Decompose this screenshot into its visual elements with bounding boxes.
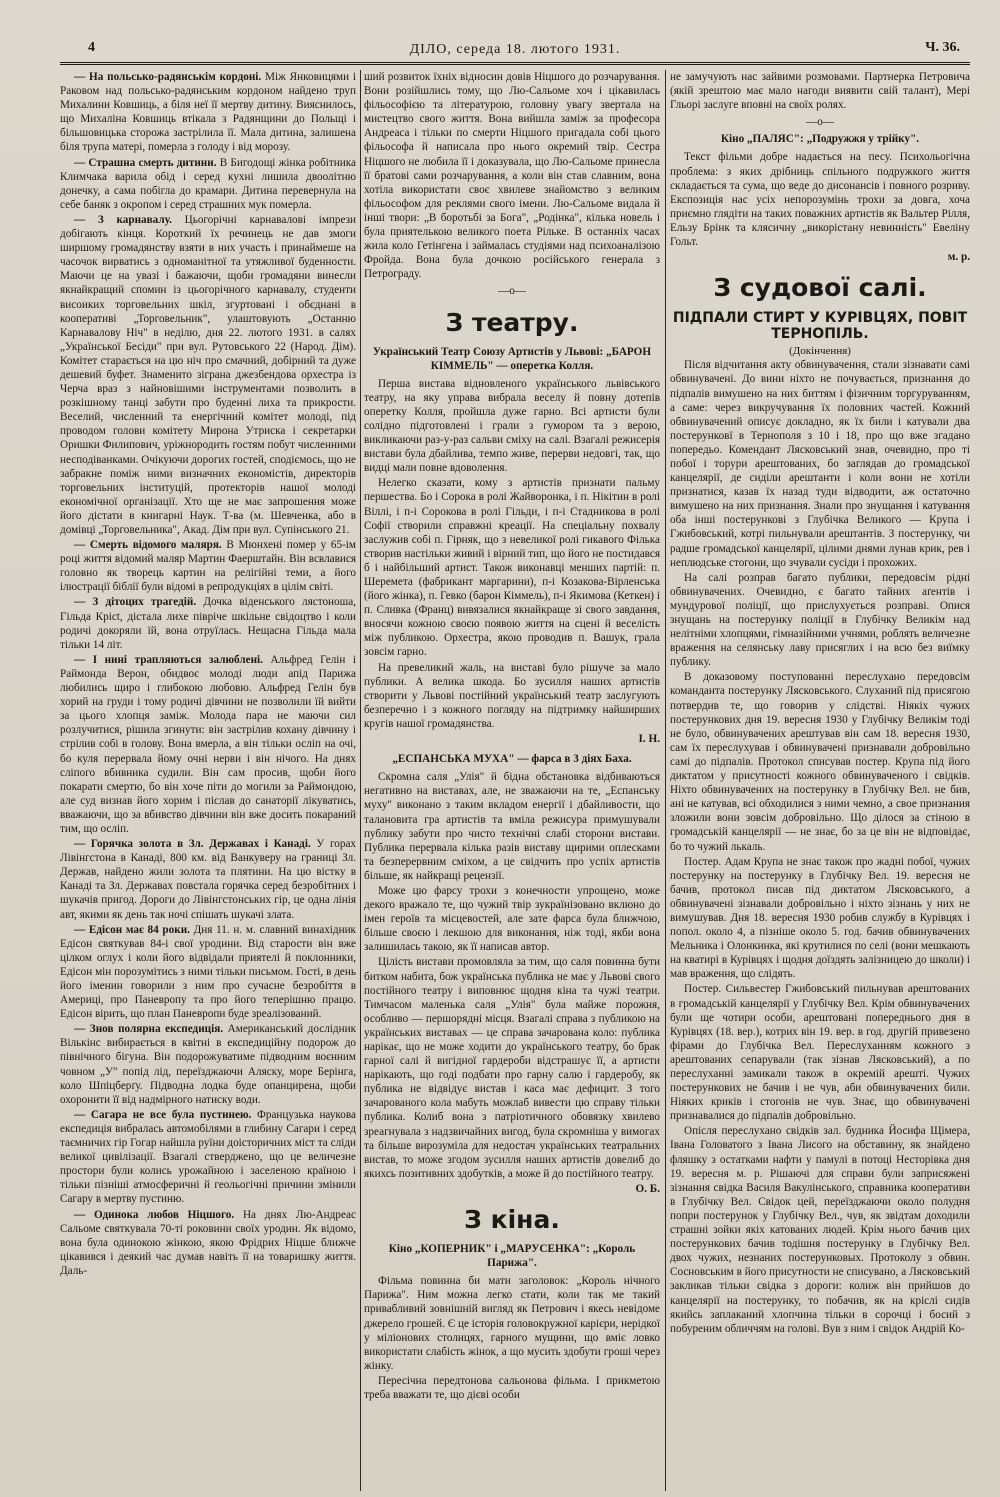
review-paragraph: Перша вистава відновленого українського львівського театру, на яку управа вибрала веселу й повну дотепів оперетку Колля, пройшла дуже гарно. Всі артисти були солідно підготовлені і грали з гумором та з верою, викликаючи раз-у-раз сальви сміху на салі. Взагалі режисерія вистави була дбайлива, темпо живе, перерви недовгі, так, що видці мали повне вдоволення. xyxy=(364,377,660,475)
news-text: На днях Лю-Андреас Сальоме святкувала 70-ті роковини своїх уродин. Як відомо, вона була одинокою жінкою, якою Фрідрих Ніцше ближче цікавився і деякий час думав навіть її на товаришку життя. Даль- xyxy=(60,1208,356,1277)
court-paragraph: В доказовому поступованні переслухано передовсім команданта постерунку Лясковського. Слуханий під присягою потвердив те, що говорив у слідстві. Ніякіх чужих постерункових дня 19. вересня 1930 у Глубічку Великім тоді не було, обвинувачених арештував він сам 18. вересня 1930, сам їх переслухував і обвинувачені признавали добровільно самі до підпалів. Протокол списував постер. Крупа під його диктатом у присутності кожного обвинуваченого і свідків. Ніхто обвинувачених на постерунку в Глубічку Вел. не бив, ані не катував, всі обходилися з ними чемно, а свое признания зложили вони зовсім добровільно. Що ділося за стіною в громадській канцелярії — не знає, бо за це він не відповідає, бо то чужий лькаль. xyxy=(670,671,970,853)
review-heading: „ЕСПАНСЬКА МУХА" — фарса в 3 діях Баха. xyxy=(392,753,632,766)
court-paragraph: Опісля переслухано свідків зал. будника Йосифа Щімера, Івана Головатого з Івана Лисого на обставину, як знайдено фляшку з остатками нафти у памулі в потоці Несторівка дня 19. вересня м. р. Рішаючі для справи були заприсяжені зізнання свідка Василя Вакулінського, справника кооперативи в Глубічку Вел. Свідок цей, переїзджаючи около полудня попри постерунок у Глубічку Вел., чув, як звідтам доходили страшні зойки якіх катованих людей. Крім нього бачив цих постерункових бачив тодішня постерунку в Глубічку Вел. двох чужих, незнаних постерунковых. Протоколу з обвин. Сосновським в його присутности не списувано, а Лясковський закликав тільки свідка з дороги: колиж він прийшов до канцелярії на постерунку, то побачив, як на кріслі сидів якийсь заплаканий хлопчина тільки в сорочці і босий з побуреним обличчям на голові. Вув з ним і свідок Андрій Ко- xyxy=(670,1125,970,1335)
court-paragraph: Після відчитання акту обвинувачення, стали зізнавати самі обвинувачені. До вини ніхто не почувається, признання до підпалів вимушено на них биттям і фізичним торгуруванням, а саме: через викручування їх половних частей. Кожний обвинувачений описує докладно, як їх били і катували два постерунковї в Тернополя з 10 і 18, про що вже згадано попередьо. Комендант Лясковський знав, очевидно, про ті побої і торури арештованих, бо заглядав до громадської канцелярії, де сиділи арештанти і коли вони не хотіли признатися, казав їх назад туди відводити, аж остаточно вимушено на них признання. Знали про знущання і катування оба інші постерункові з Глубічка Великого — Крупа і Гжибовський, котрі пильнували арештантів. З постерунку, чи радше громадської канцелярії, цілими днями лунав крик, рев і неплюдське стогони, що зчували сусіди і прохожих. xyxy=(670,359,970,569)
news-item xyxy=(60,1108,356,1207)
news-text: В Мюнхені помер у 65-ім році життя відомий маляр Мартин Фаерштайн. Він всвлавися головно як творець картин на релігійні теми, а його ілюстрації біблії були відомі в репродукціях в цілім світі. xyxy=(60,539,356,594)
news-title: — Горячка золота в Зл. Державах і Канаді. xyxy=(74,838,311,851)
review-paragraph: Цілість вистави промовляла за тим, що саля повинна бути битком набита, бож українська публика не має у Львові свого постійного театру і виповнює щодня кіна та чужі театри. Тимчасом маленька саля „Улія" була майже порожня, особливо — першорядні місця. Взагалі справа з публикою на українських виставах — це справа зачарована коло: публика нарікає, що не може ходити до українського театру, бо брак гарної салі й вигідної гардероби відстрашує її, а артисти нарікають, що годі подбати про гарну салю і гардеробу, як публика не відвідує вистав і каса має дефицит. З того зачарованого кола мабуть можлаб вивести цю справу тільки публика. Колиб вона з патріотичного обовязку хвилево зреагнувала з надзвичайних вигод, була скромніша у вимогах та більше вирозуміла для недостач українських театральних вистав, то може згодом зусилля наших артистів довелиб до якихсь позитивних здобутків, а може й до постійного театру. xyxy=(364,956,660,1180)
page-number: 4 xyxy=(88,40,95,55)
column-right xyxy=(670,70,970,1491)
article-continuation: не замучують нас зайвими розмовами. Партнерка Петровича (якій зрештою має мало нагоди виявити свій талант), Мері Гльорі заслуге вповні на своїх ролях. xyxy=(670,71,970,112)
review-paragraph: Нелегко сказати, кому з артистів признати пальму першества. Бо і Сорока в ролі Жайворонка, і п. Нікітин в ролі Віллі, і п-і Сорокова в ролі Гільди, і п-і Стадникова в ролі Софії створили справжні креації. На спеціальну похвалу заслужив собі п. Гірняк, що з невеликої ролі гикавого Філька створив настільки живий і вірний тип, що його не постидався б і найбільший артист. Також виконавці менших партій: п. Шеремета (фабрикант маргарини), п-і Козакова-Вірленська (його жінка), п. Гевко (барон Кіммель), п-і Якимова (Кеткен) і п. Сливка (Франц) вивязалися якнайкраще зі свого завдання, вносячи кожною своєю появою життя на сцені й веселість між публикою. Орхестра, якою проводив п. Вашук, грала зовсім гарно. xyxy=(364,477,660,659)
column-rule xyxy=(360,70,361,1491)
review-paragraph: Скромна саля „Улія" й бідна обстановка відбиваються негативно на виставах, але, не зважаючи на те, „Еспанську муху" виконано з таким вкладом енергії і дбайливости, що талановита гра артистів та вміла режисура примушували публику забути про чисто технічні слабі сторони вистави. Публика перервала кілька разів виставу щирими оплесками та безперервним сміхом, а це свідчить про успіх артистів більше, як найкращі рецензії. xyxy=(364,771,660,882)
divider-mark: —o— xyxy=(806,116,834,129)
news-title: — З карнавалу. xyxy=(74,213,172,226)
news-item xyxy=(60,923,356,1022)
masthead xyxy=(60,36,970,65)
news-text: Американський дослідник Вількінс вибирається в квітні в експедиційну подорож до північного бігуна. Він подорожуватиме підводним воєнним човном „У" попід лід, переїзджаючи Аляску, море Берінга, коло Шпіцберґу. Підводна лодка буде опанцирена, щоби охоронити її від надмірного натиску води. xyxy=(60,1023,356,1106)
author-signature: м. р. xyxy=(947,251,970,264)
court-paragraph: Постер. Адам Крупа не знає також про жадні побої, чужих постерунку на постерунку в Глубічку Вел. 19. вересня не бачив, протокол писав під диктатом Лясковського, а обвинувачені зізнавали добровільно і ніхто зізнань у них не вимушував. Дня 18. вересня 1930 робив службу в Курівцях і попол. около 4, а пізніше около 5. год. бачив обвинувачених Мельника і Олонкинка, які крутилися по селі (вони мешкають на кватирі в Курівцях і щодня доїздять залізницею до школи) і мав враження, що слідять. xyxy=(670,855,970,981)
article-continuation: ший розвиток їхніх відносин довів Ніцшого до розчарування. Вони розійшлись тому, що Лю-Сальоме хоч і цікавилась фільософією та літературою, головну увагу звертала на мистецтво свого життя. Вона вийшла заміж за професора Андреаса і тільки по смерти Ніцшого пригадала собі цього фільософа й написала про нього окремий твір. Сестра Ніцшого не любила її і доказувала, що Лю-Сальоме принесла її братові сами розчарування, а коли він став славним, вона хотіла використати своє хвилеве знайомство з великим фільософом для реклями свого імени. Лю-Сальоме видала й інші твори: „В боротьбі за Бога", „Родінка", кілька новель і була приятелькою великого поета Рільке. В останніх часах жила коло Гетінгена і займалась студіями над психоаналізою Фройда. Вона була дочкою російського генерала з Петрограду. xyxy=(364,71,660,281)
news-title: — Одинока любов Ніцшого. xyxy=(74,1208,235,1221)
review-paragraph: Фільма повинна би мати заголовок: „Король нічного Парижа". Ним можна легко стати, коли так ме такий привабливий зовнішній вигляд як Петрович і якесь невідоме джерело грошей. Є це історія головокружної карієри, нерідкої у міліонових столицях, гарного мущини, що вміє ловко використати слабість жінок, а що мусить здобути гроші через жінку. xyxy=(364,1275,660,1372)
news-text: В Бигодощі жінка робітника Климчака варила обід і серед кухні лишила двоолітню донечку, а сама побігла до крамари. Дитина перевернула на себе баняк з окропом і серед страшних мук померла. xyxy=(60,156,356,211)
news-item xyxy=(60,837,356,922)
news-item xyxy=(60,70,356,155)
news-item xyxy=(60,538,356,594)
section-heading-court: З судової салі. xyxy=(713,273,927,303)
news-item xyxy=(60,1208,356,1278)
news-title: — Страшна смерть дитини. xyxy=(74,156,217,169)
news-text: У горах Лівінгстона в Канаді, 800 км. від Ванкуверу на границі Зл. Держав, найдено жили золота та плятини. На цю вістку в Канаді та Зл. Державах повстала горячка серед безробітних і шукачів пригод. Дороги до Лівінгстонських гір, це одна лінія авт, якими як день так ночі спішать шукачі злата. xyxy=(60,838,356,921)
masthead-title: ДІЛО, середа 18. лютого 1931. xyxy=(409,42,621,57)
review-heading: Кіно „КОПЕРНИК" і „МАРУСЕНКА": „Король Парижа". xyxy=(388,1243,636,1270)
news-item xyxy=(60,213,356,537)
court-subheading: ПІДПАЛИ СТИРТ У КУРІВЦЯХ, ПОВІТ ТЕРНОПІЛЬ. xyxy=(672,310,968,343)
news-text: Дня 11. н. м. славний винахідник Едісон святкував 84-і свої уродини. Від старости він вже цілком оглух і коли його відвідали приятелі й поклонники, Едісон мін порозумітись з ними тільки письмом. Гості, в день його іменин говорили з ним про сучасне безробіття в Америці, про Паневропу та про його теперішню працю. Едісон вірить, що план Паневропи буде зреалізований. xyxy=(60,923,356,1021)
review-paragraph: Текст фільми добре надається на песу. Психольогічна проблема: з яких дрібниць спільного подружкого життя складається та сума, що веде до дисонансів і повного розриву. Експозиція нас усіх непорозумінь трохи за довга, хоча приємно глядіти на таких поважних артистів як Вальтер Рілля, Ельзу Брінк та клясичну „викорістану невинність" Евеліну Гольт. xyxy=(670,151,970,249)
news-title: — Сагара не все була пустинею. xyxy=(74,1108,252,1121)
news-text: Між Янковицями і Раковом над польсько-радянським кордоном найдено труп Михалини Ковшиць, а біля неї її мертву дитину. Вияснилось, що Михаліна Ковшиць втікала з Радянщини до Польщі і більшовицька сторожа застрілила її. Мала дитина, залишена біля трупа матері, померла з голоду і від морозу. xyxy=(60,71,356,154)
news-item xyxy=(60,653,356,836)
divider-mark: —o— xyxy=(498,285,526,298)
news-text: Французька наукова експедиція вибралась автомобілями в глибину Сагари і серед таємничих гір Гогар найшла руїни доісторичних міст та сліди великої цивілізації. Взагалі стверджено, що це величезне простори були колись урожайною і заселеною країною і тільки пізніші атмосферичні й геольогічні причини змінили Сагару в мертву пустиню. xyxy=(60,1108,356,1206)
news-text: Дочка віденського лястоноша, Гільда Крісt, дістала лихе півріче шкільне свідоцтво і коли родичі докоряли їй, вона отруїлась. Нещасна Гільда мала тільки 14 літ. xyxy=(60,596,356,651)
court-paragraph: На салі розправ багато публики, передовсім рідні обвинувачених. Очевидно, є багато тайних аґентів і мундурової поліції, що прислухується розправі. Опися знущань на постерунку поліції в Глубічку Великім над нелітніми хлопцями, гімназійними учнями, роблять величезне враження на селянську лаву присяглих і на всю без виїмку публику. xyxy=(670,571,970,669)
news-title: — Едісон має 84 роки. xyxy=(74,923,190,936)
news-text: Альфред Гелін і Раймонда Верон, обидвоє молоді люди апід Парижа любились щиро і глибокою любовю. Альфред Гелін був хорий на груди і тому родичі дівчини не позволили їй вийти за цього хлопця заміж. Молода пара не маючи сил розлучитися, рішила згинути: він застрілив кохану дівчину і стрілив собі в голову. Вона вмерла, а він тільки осліп на очі, бо куля перервала йому очні нерви і він нічого. На днях сліпого вбивника судили. Він сам просив, щоби його покарати смертю, бо він хоче піти до могили за Раймондою, але суд визнав його хорим і післав до санаторії лікуватись, вважаючи, що за вбивство дівчини він вже досить покараний тим, що осліп. xyxy=(60,653,356,835)
column-middle xyxy=(364,70,660,1491)
section-heading-theatre: З театру. xyxy=(445,307,579,337)
review-paragraph: На превеликий жаль, на виставі було рішуче за мало публики. А велика шкода. Бо зусилля наших артистів створити у Львові постійний український театр заслугують безперечно і з кожного погляду на підтримку найширших кругів нашої громадянства. xyxy=(364,661,660,730)
court-paragraph: Постер. Сильвестер Гжибовський пильнував арештованих в громадській канцелярії у Глубічку Вел. Крім обвинувачених були ще чотири особи, арештовані попереднього дня в Курівцях (18. вер.), котрих він 19. вер. в год. другій привезено фірами до Глубічка Вел. Переслуханням кожного з арештованих сепарували (так зізнав Лясковський), а по переслуханні замикали також в окремій арешті. Чужих постерункових не бачив і не чув, аби обвинувачених били. Ніяких криків і стогонів не чув. Знає, що обвинувачені признавалися до підпалів добровільно. xyxy=(670,983,970,1123)
column-left xyxy=(60,70,356,1491)
review-heading: Кіно „ПАЛЯС": „Подружжя у трійку". xyxy=(720,133,920,146)
news-title: — З дітоцих трагедій. xyxy=(74,596,197,609)
news-text: Цьогорічні карнавалові імпрези добігають кінця. Короткий їх речинець не дав змоги ширшому громадянству взяти в них участь і принаймеше на часочок вирватись з одноманітної та утяжливої буденности. Маючи це на увазі і бажаючи, щоби громадяни винесли якнайкращий спомин із цьогорічного карнавалу, студенти висоиких торговельних шкіл, згуртовані і обєднані в кооперативі „Торговельник", улаштовують „Останню Карнавалову Ніч" в неділю, дня 22. лютого 1931. в салях „Української Бесіди" при вул. Рутовського 22 (Народ. Дім). Комітет старається на цю ніч про смачний, добірний та дуже дешевий буфет. Знаменито зіграна джезбендова орхестра із Черча враз з найновішими інструментами позволить в розкішному танці забути про буденні лиха та прикрости. Веселий, численний та енергічний комітет молоді, під проводом голови комітету Мирона Утриска і секретарки Оришки Филипович, уріжнородить гостям побут численними несподіванками. Очікуючи дорогих гостей, сподіємось, що не забракне поміж ними визначних економістів, директорів торговельних інституцій, протекторів нашої молоді економічної організації. Хто ще не має запрошення може його дістати в книгарні Наук. Т-ва (м. Шевченка, або в домівці „Торговельника", Акад. Дім при вул. Супінського 21. xyxy=(60,213,356,536)
author-signature: О. Б. xyxy=(635,1182,660,1195)
review-paragraph: Пересічна передтонова сальонова фільма. І прикметою треба вважати те, що дієві особи xyxy=(364,1374,660,1401)
author-signature: І. Н. xyxy=(638,733,660,746)
news-item xyxy=(60,1022,356,1107)
section-heading-cinema: З кіна. xyxy=(464,1205,560,1235)
review-paragraph: Може цю фарсу трохи з конечности упрощено, може декого вражало те, що чужий твір зукраїнізовано вклюно до імен героїв та місцевостей, але зате фарса була ближчою, більше своєю і лекшою для виконання, ніж тоді, якби вона залишилась такою, як її написав автор. xyxy=(364,884,660,954)
issue-number: Ч. 36. xyxy=(925,40,960,55)
news-item xyxy=(60,156,356,212)
news-title: — На польсько-радянськім кордоні. xyxy=(74,71,262,83)
news-title: — Знов полярна експедиція. xyxy=(74,1023,224,1036)
column-rule xyxy=(665,70,666,1491)
review-heading: Український Театр Союзу Артистів у Львові: „БАРОН КІММЕЛЬ" — оперетка Колля. xyxy=(372,345,652,372)
news-title: — І нині трапляються залюблені. xyxy=(74,653,263,666)
continuation-note: (Докінчення) xyxy=(789,345,851,358)
news-title: — Смерть відомого маляря. xyxy=(74,539,222,552)
news-item xyxy=(60,595,356,651)
